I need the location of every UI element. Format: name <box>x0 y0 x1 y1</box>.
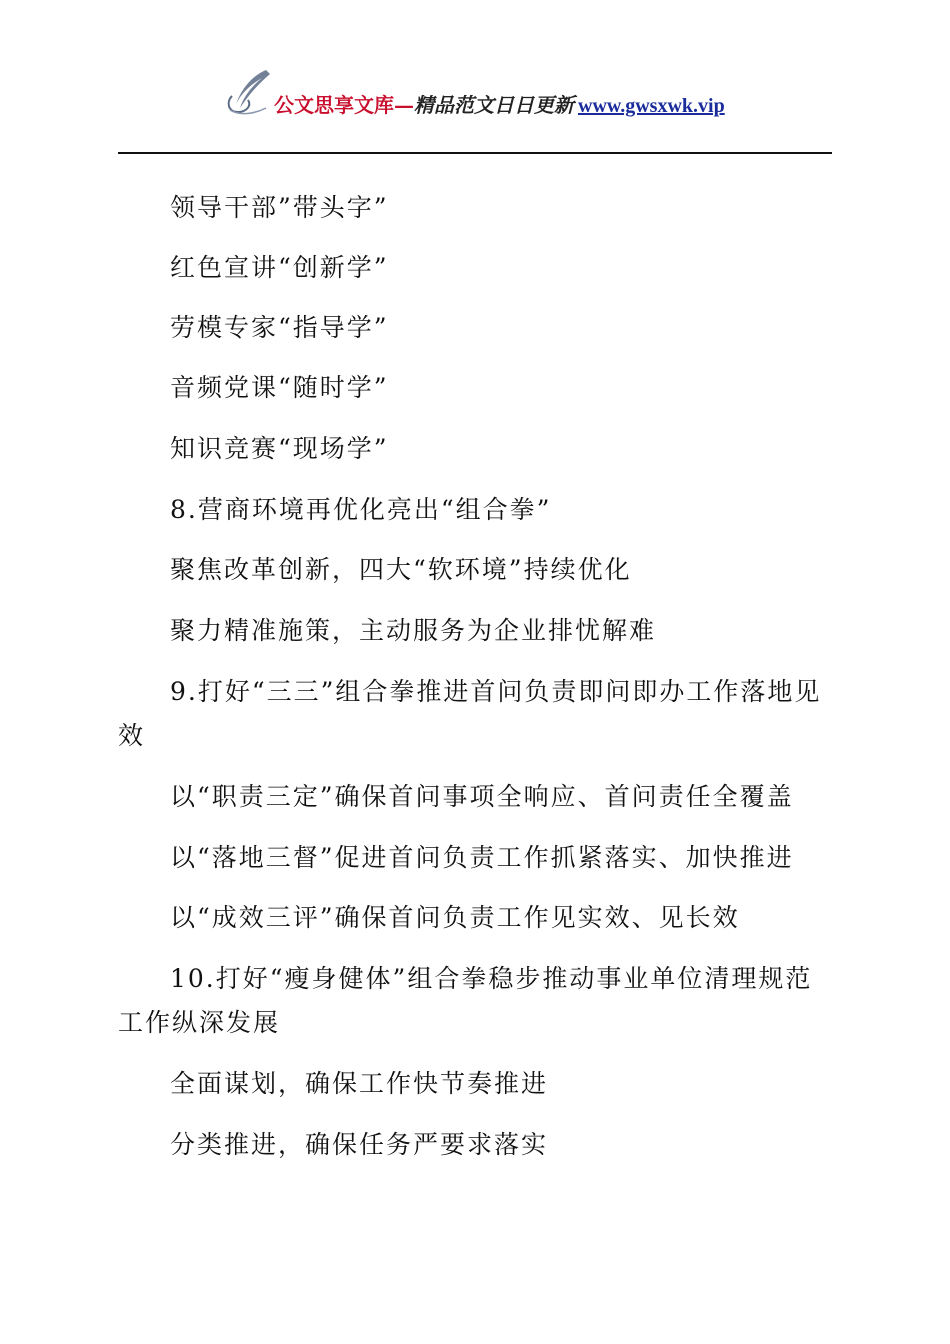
paragraph: 分类推进，确保任务严要求落实 <box>170 1130 549 1159</box>
site-url-link[interactable]: www.gwsxwk.vip <box>578 95 725 117</box>
paragraph: 全面谋划，确保工作快节奏推进 <box>170 1069 549 1098</box>
paragraph: 以“职责三定”确保首问事项全响应、首问责任全覆盖 <box>170 782 794 811</box>
paragraph: 以“落地三督”促进首问负责工作抓紧落实、加快推进 <box>170 843 794 872</box>
paragraph: 领导干部”带头字” <box>170 193 389 222</box>
paragraph: 以“成效三评”确保首问负责工作见实效、见长效 <box>170 903 740 932</box>
paragraph: 聚焦改革创新，四大“软环境”持续优化 <box>170 555 632 584</box>
section-heading: 10.打好“瘦身健体”组合拳稳步推动事业单位清理规范工作纵深发展 <box>118 964 813 1037</box>
section-heading: 9.打好“三三”组合拳推进首问负责即问即办工作落地见效 <box>118 677 822 750</box>
header-divider <box>118 152 832 154</box>
paragraph: 聚力精准施策，主动服务为企业排忧解难 <box>170 616 657 645</box>
site-name: 公文思享文库 <box>274 93 394 117</box>
paragraph: 知识竞赛“现场学” <box>170 434 389 463</box>
header-banner <box>274 92 725 119</box>
header-dash: — <box>394 93 414 117</box>
page-header <box>0 0 950 160</box>
section-heading: 8.营商环境再优化亮出“组合拳” <box>170 495 552 524</box>
paragraph: 劳模专家“指导学” <box>170 313 389 342</box>
paragraph: 红色宣讲“创新学” <box>170 253 389 282</box>
quill-pen-icon <box>222 66 274 118</box>
paragraph: 音频党课“随时学” <box>170 373 389 402</box>
site-slogan: 精品范文日日更新 <box>414 93 574 117</box>
